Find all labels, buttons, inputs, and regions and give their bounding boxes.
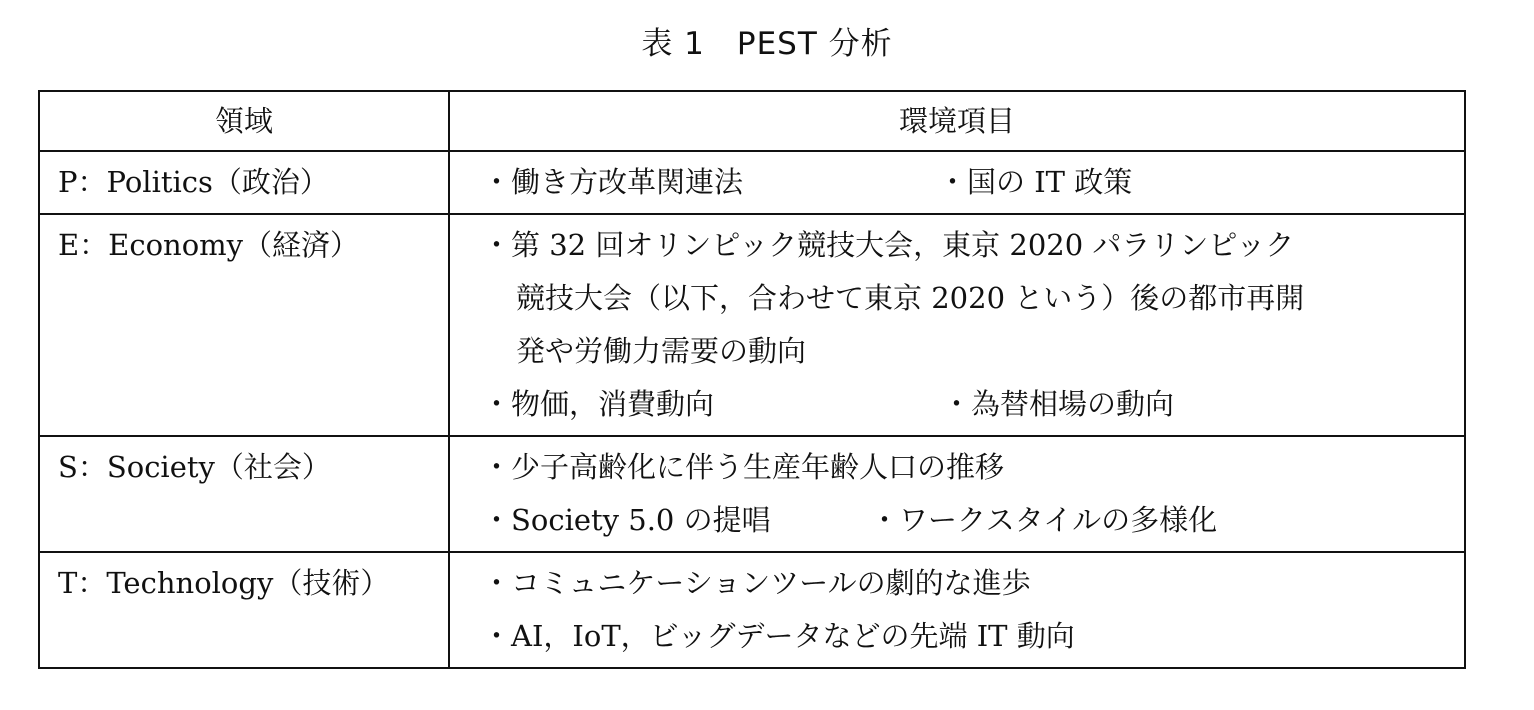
item-text: 競技大会（以下，合わせて東京 2020 という）後の都市再開 xyxy=(516,281,1305,315)
header-domain: 領域 xyxy=(39,91,449,151)
item-text: ・少子高齢化に伴う生産年齢人口の推移 xyxy=(482,450,1005,484)
items-society xyxy=(449,436,1465,552)
items-politics xyxy=(449,151,1465,214)
items-economy xyxy=(449,214,1465,436)
item-line xyxy=(482,494,1446,547)
table-row-economy xyxy=(39,214,1465,436)
table-row-politics xyxy=(39,151,1465,214)
domain-economy: E：Economy（経済） xyxy=(39,214,449,436)
item-text: 発や労働力需要の動向 xyxy=(516,334,807,368)
header-items: 環境項目 xyxy=(449,91,1465,151)
domain-politics: P：Politics（政治） xyxy=(39,151,449,214)
table-caption: 表 1 PEST 分析 xyxy=(641,26,893,62)
item-text: ・ワークスタイルの多様化 xyxy=(870,503,1218,537)
item-text: ・為替相場の動向 xyxy=(942,387,1175,421)
domain-society: S：Society（社会） xyxy=(39,436,449,552)
domain-technology: T：Technology（技術） xyxy=(39,552,449,668)
pest-table xyxy=(38,90,1466,669)
item-text: ・コミュニケーションツールの劇的な進歩 xyxy=(482,566,1031,600)
header-row xyxy=(39,91,1465,151)
item-text: ・AI，IoT，ビッグデータなどの先端 IT 動向 xyxy=(482,619,1075,653)
table-row-technology xyxy=(39,552,1465,668)
table-row-society xyxy=(39,436,1465,552)
item-line xyxy=(482,378,1446,431)
item-text: ・物価，消費動向 xyxy=(482,387,715,421)
item-line xyxy=(482,156,1446,209)
item-text: ・第 32 回オリンピック競技大会，東京 2020 パラリンピック xyxy=(482,228,1295,262)
item-text: ・働き方改革関連法 xyxy=(482,165,744,199)
items-technology xyxy=(449,552,1465,668)
item-text: ・Society 5.0 の提唱 xyxy=(482,503,771,537)
item-text: ・国の IT 政策 xyxy=(938,165,1133,199)
